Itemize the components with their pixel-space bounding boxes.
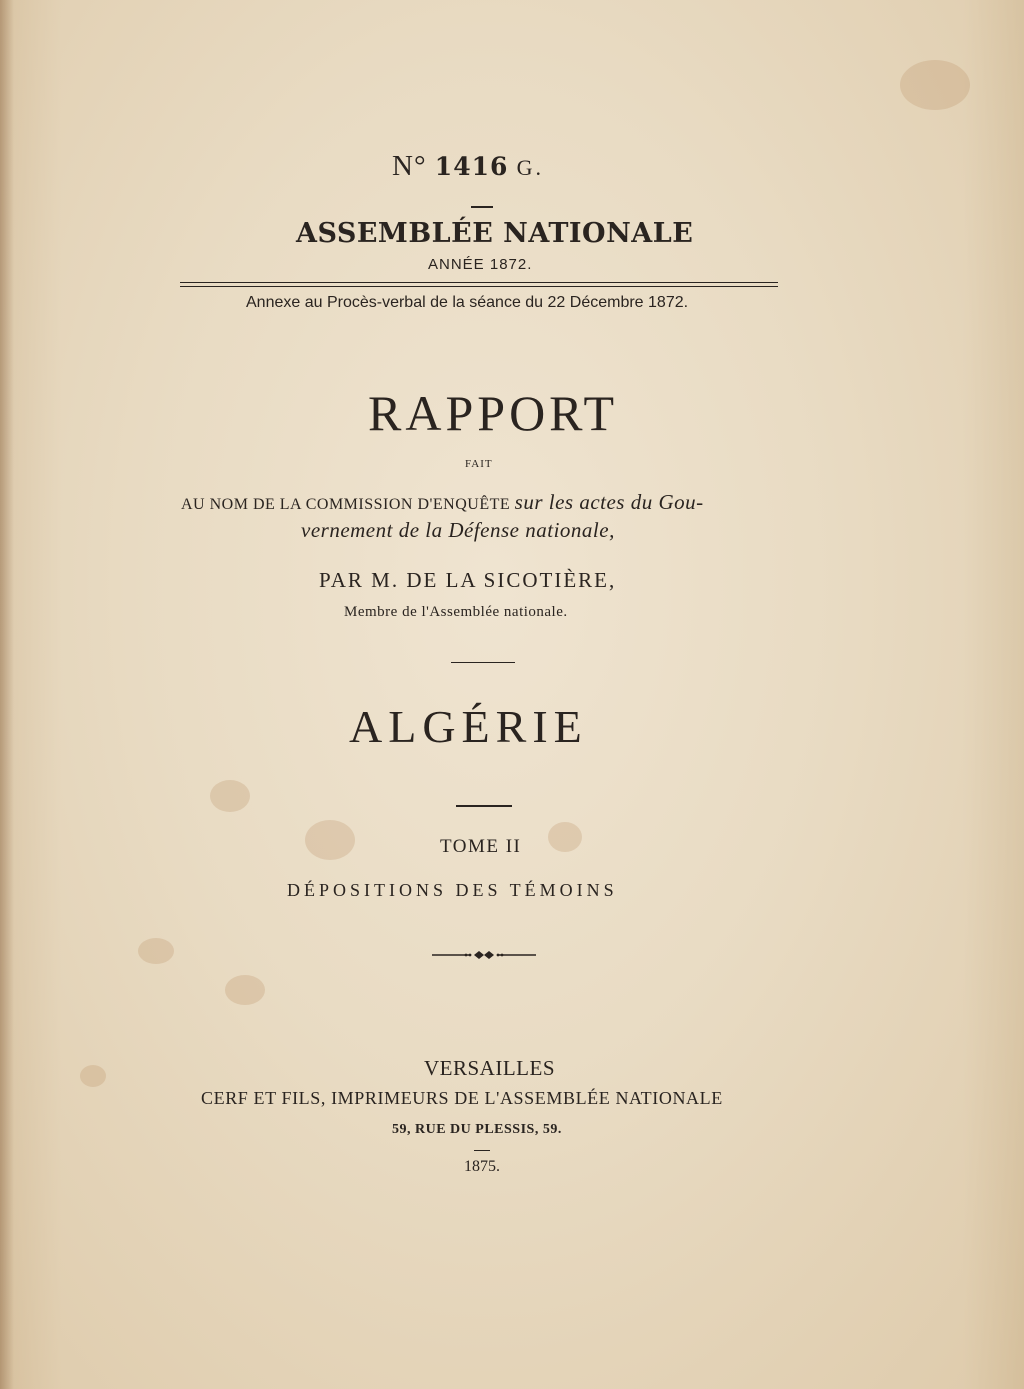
divider-rule xyxy=(456,805,512,807)
imprint-city: VERSAILLES xyxy=(424,1056,555,1080)
imprint-printer: CERF ET FILS, IMPRIMEURS DE L'ASSEMBLÉE NATIONALE xyxy=(201,1088,723,1108)
region-title: ALGÉRIE xyxy=(349,701,588,752)
document-number xyxy=(392,150,544,183)
double-rule-bottom xyxy=(180,286,778,287)
imprint-address: 59, RUE DU PLESSIS, 59. xyxy=(392,1122,562,1137)
double-rule-top xyxy=(180,282,778,283)
commission-prefix: AU NOM DE LA COMMISSION D'ENQUÊTE xyxy=(181,496,511,513)
report-title: RAPPORT xyxy=(368,385,619,441)
foxing-stain xyxy=(80,1065,106,1087)
section-label: DÉPOSITIONS DES TÉMOINS xyxy=(287,880,618,900)
foxing-stain xyxy=(210,780,250,812)
annex-line: Annexe au Procès-verbal de la séance du 22 Décembre 1872. xyxy=(246,294,689,311)
author-role: Membre de l'Assemblée nationale. xyxy=(344,604,568,620)
foxing-stain xyxy=(225,975,265,1005)
foxing-stain xyxy=(548,822,582,852)
foxing-stain xyxy=(138,938,174,964)
volume-label: TOME II xyxy=(440,836,522,857)
divider-dash xyxy=(471,206,493,208)
assembly-heading: ASSEMBLÉE NATIONALE xyxy=(296,218,694,249)
divider-dash xyxy=(474,1150,490,1151)
foxing-stain xyxy=(305,820,355,860)
foxing-stain xyxy=(900,60,970,110)
page-spine-shadow xyxy=(0,0,14,1389)
fait-label: FAIT xyxy=(465,458,493,470)
imprint-date: 1875. xyxy=(464,1158,500,1175)
number-suffix: G. xyxy=(516,155,545,180)
ornament-divider-icon xyxy=(432,950,536,960)
year-label: ANNÉE 1872. xyxy=(428,256,533,273)
commission-italic-1: sur les actes du Gou- xyxy=(514,490,704,514)
divider-rule xyxy=(451,662,515,663)
commission-line-1 xyxy=(181,490,704,515)
number-value: 1416 xyxy=(434,152,509,181)
commission-line-2: vernement de la Défense nationale, xyxy=(301,518,615,542)
author-line: PAR M. DE LA SICOTIÈRE, xyxy=(319,568,617,592)
number-prefix: N° xyxy=(392,150,427,182)
